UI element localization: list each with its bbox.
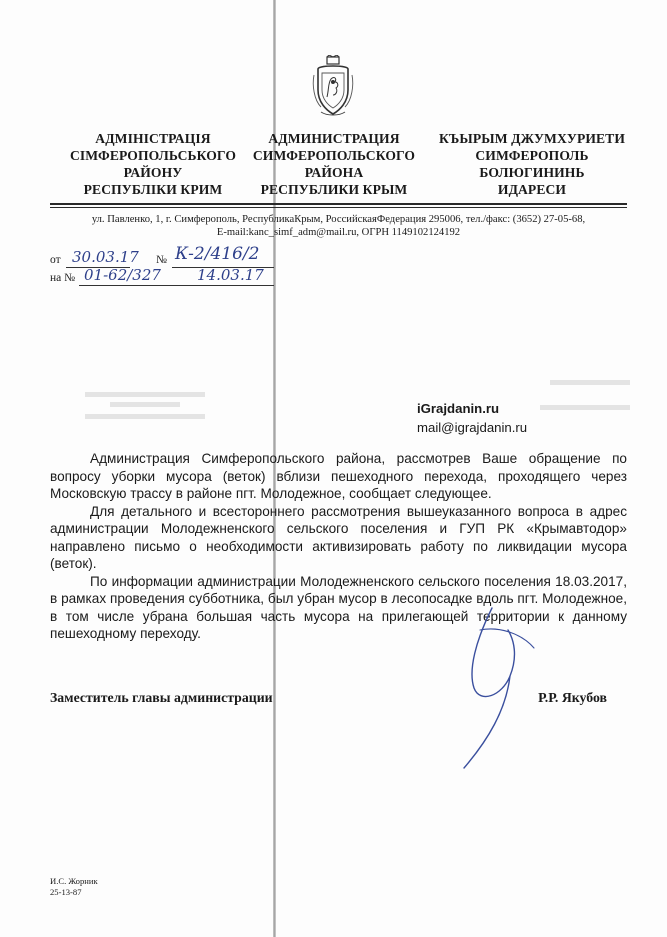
- ref-number-label: №: [156, 254, 167, 266]
- ref-reply-number: 01-62/327: [84, 266, 161, 284]
- ref-from-label: от: [50, 254, 61, 266]
- contact-address-line: ул. Павленко, 1, г. Симферополь, РеспубликаКрым, РоссийскаяФедерация 295006, тел./факс: (3652) 27-05-68,: [91, 214, 586, 225]
- body-paragraph: Администрация Симферопольского района, рассмотрев Ваше обращение по вопросу уборки мусора (веток) вблизи пешеходного перехода, проходящего через Московскую трассу в районе пгт. Молодежное, сообщает следующее.: [50, 451, 627, 501]
- header-ukrainian-line: РЕСПУБЛІКИ КРИМ: [83, 182, 223, 197]
- header-russian: [236, 130, 432, 198]
- scan-bleed-mark: [110, 402, 180, 407]
- header-russian-line: РЕСПУБЛИКИ КРЫМ: [260, 182, 408, 197]
- scan-bleed-mark: [540, 405, 630, 410]
- header-crimean-tatar-line: БОЛЮГИНИНЬ: [479, 165, 585, 180]
- addressee-site: iGrajdanin.ru: [417, 401, 500, 416]
- executor-block: [50, 876, 98, 898]
- addressee-block: [417, 399, 527, 437]
- header-divider: [50, 203, 627, 205]
- addressee-email: mail@igrajdanin.ru: [417, 420, 528, 435]
- scan-bleed-mark: [85, 392, 205, 397]
- signatory-title: Заместитель главы администрации: [50, 690, 273, 705]
- header-ukrainian-line: РАЙОНУ: [123, 165, 183, 180]
- scan-bleed-mark: [85, 414, 205, 419]
- header-russian-line: СИМФЕРОПОЛЬСКОГО: [252, 148, 416, 163]
- contact-email-line: E-mail:kanc_simf_adm@mail.ru, ОГРН 1149102124192: [216, 227, 461, 238]
- header-crimean-tatar-line: КЪЫРЫМ ДЖУМХУРИЕТИ: [438, 131, 626, 146]
- contact-block: [50, 213, 627, 239]
- header-crimean-tatar: [426, 130, 638, 198]
- crimea-coat-of-arms-icon: [311, 55, 355, 117]
- ref-number: К-2/416/2: [175, 244, 260, 264]
- ref-reply-label: на №: [50, 272, 76, 284]
- body-paragraph: Для детального и всестороннего рассмотрения вышеуказанного вопроса в адрес администрации Молодежненского сельского поселения и ГУП РК «Крымавтодор» направлено письмо о необходимости активизировать работу по ликвидации мусора (веток).: [50, 503, 627, 571]
- ref-reply-date: 14.03.17: [197, 266, 264, 284]
- header-crimean-tatar-line: ИДАРЕСИ: [497, 182, 567, 197]
- header-russian-line: АДМИНИСТРАЦИЯ: [268, 131, 400, 146]
- scan-bleed-mark: [550, 380, 630, 385]
- header-russian-line: РАЙОНА: [304, 165, 364, 180]
- signatory-name: Р.Р. Якубов: [538, 690, 607, 705]
- executor-name: И.С. Жорник: [50, 876, 98, 886]
- executor-phone: 25-13-87: [50, 887, 82, 897]
- header-ukrainian-line: СІМФЕРОПОЛЬСЬКОГО: [69, 148, 237, 163]
- header-ukrainian: [58, 130, 248, 198]
- header-crimean-tatar-line: СИМФЕРОПОЛЬ: [475, 148, 589, 163]
- ref-from-date: 30.03.17: [72, 248, 139, 266]
- header-ukrainian-line: АДМІНІСТРАЦІЯ: [95, 131, 211, 146]
- body-paragraph: По информации администрации Молодежненского сельского поселения 18.03.2017, в рамках проведения субботника, был убран мусор в лесопосадке вдоль пгт. Молодежное, в том числе убрана большая часть мусора на прилегающей территории к данному пешеходному переходу.: [50, 573, 627, 641]
- header-divider-thin: [50, 207, 627, 208]
- ref-reply-underline: [79, 285, 274, 286]
